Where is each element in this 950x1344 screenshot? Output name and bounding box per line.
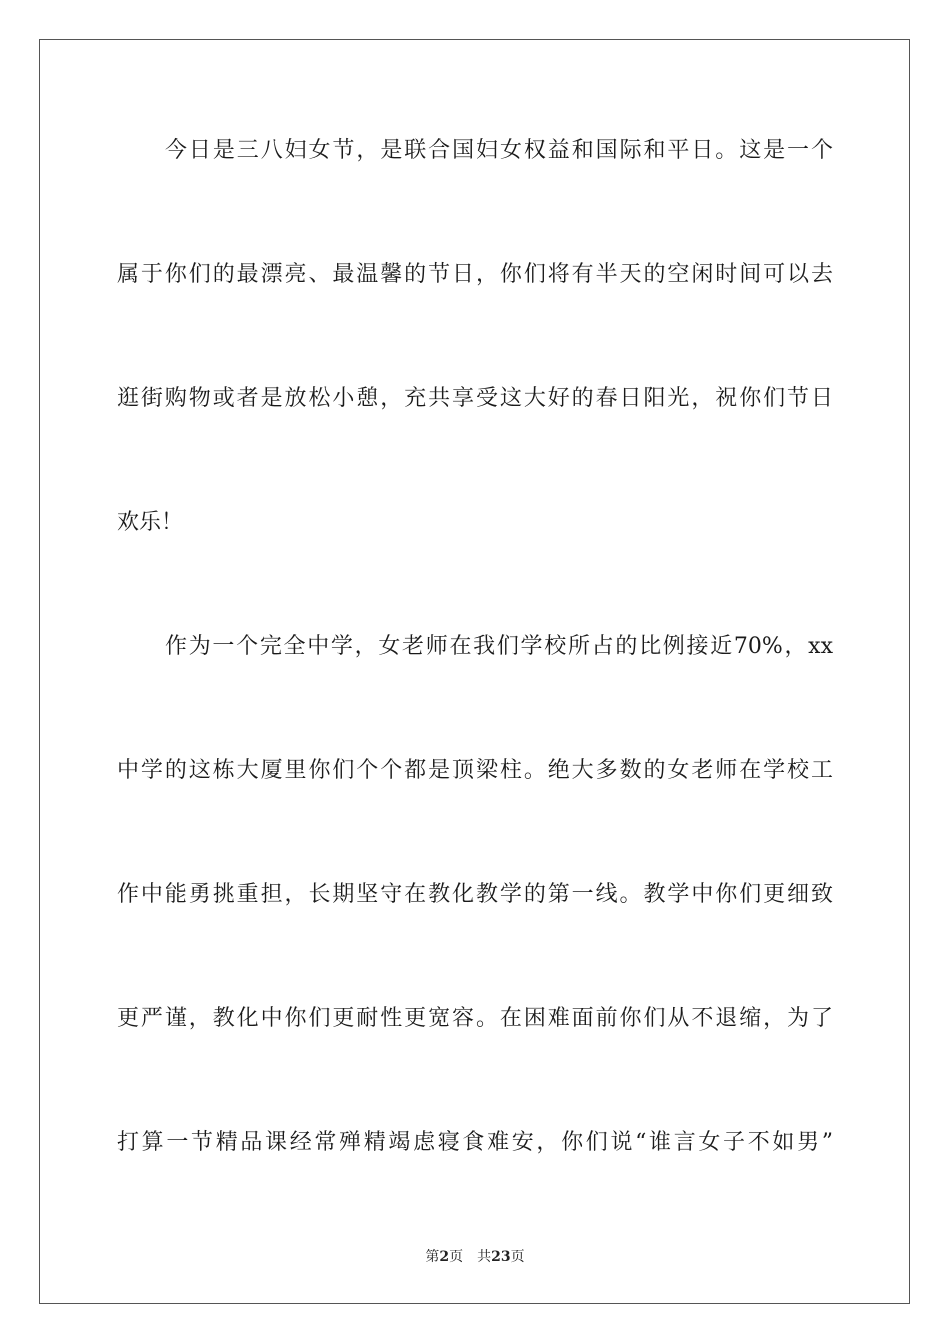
page-footer — [0, 1248, 950, 1266]
total-suffix: 页 — [510, 1249, 525, 1265]
total-pages: 23 — [491, 1249, 511, 1265]
page-number: 2 — [439, 1249, 450, 1265]
paragraph-2-line-1: 作为一个完全中学，女老师在我们学校所占的比例接近70%，xx — [165, 634, 833, 659]
paragraph-1-line-1: 今日是三八妇女节，是联合国妇女权益和国际和平日。这是一个 — [165, 138, 833, 163]
paragraph-1-line-4: 欢乐！ — [117, 510, 184, 535]
paragraph-2-line-5: 打算一节精品课经常殚精竭虑寝食难安，你们说“谁言女子不如男” — [117, 1130, 833, 1155]
paragraph-1-line-2: 属于你们的最漂亮、最温馨的节日，你们将有半天的空闲时间可以去 — [117, 262, 833, 287]
page-suffix: 页 — [449, 1249, 464, 1265]
paragraph-2-line-3: 作中能勇挑重担，长期坚守在教化教学的第一线。教学中你们更细致 — [117, 882, 833, 907]
page-prefix: 第 — [425, 1249, 440, 1265]
paragraph-2-line-2: 中学的这栋大厦里你们个个都是顶梁柱。绝大多数的女老师在学校工 — [117, 758, 833, 783]
paragraph-2-line-4: 更严谨，教化中你们更耐性更宽容。在困难面前你们从不退缩，为了 — [117, 1006, 833, 1031]
total-prefix: 共 — [477, 1249, 492, 1265]
paragraph-1-line-3: 逛街购物或者是放松小憩，充共享受这大好的春日阳光，祝你们节日 — [117, 386, 833, 411]
page-border — [39, 39, 910, 1304]
